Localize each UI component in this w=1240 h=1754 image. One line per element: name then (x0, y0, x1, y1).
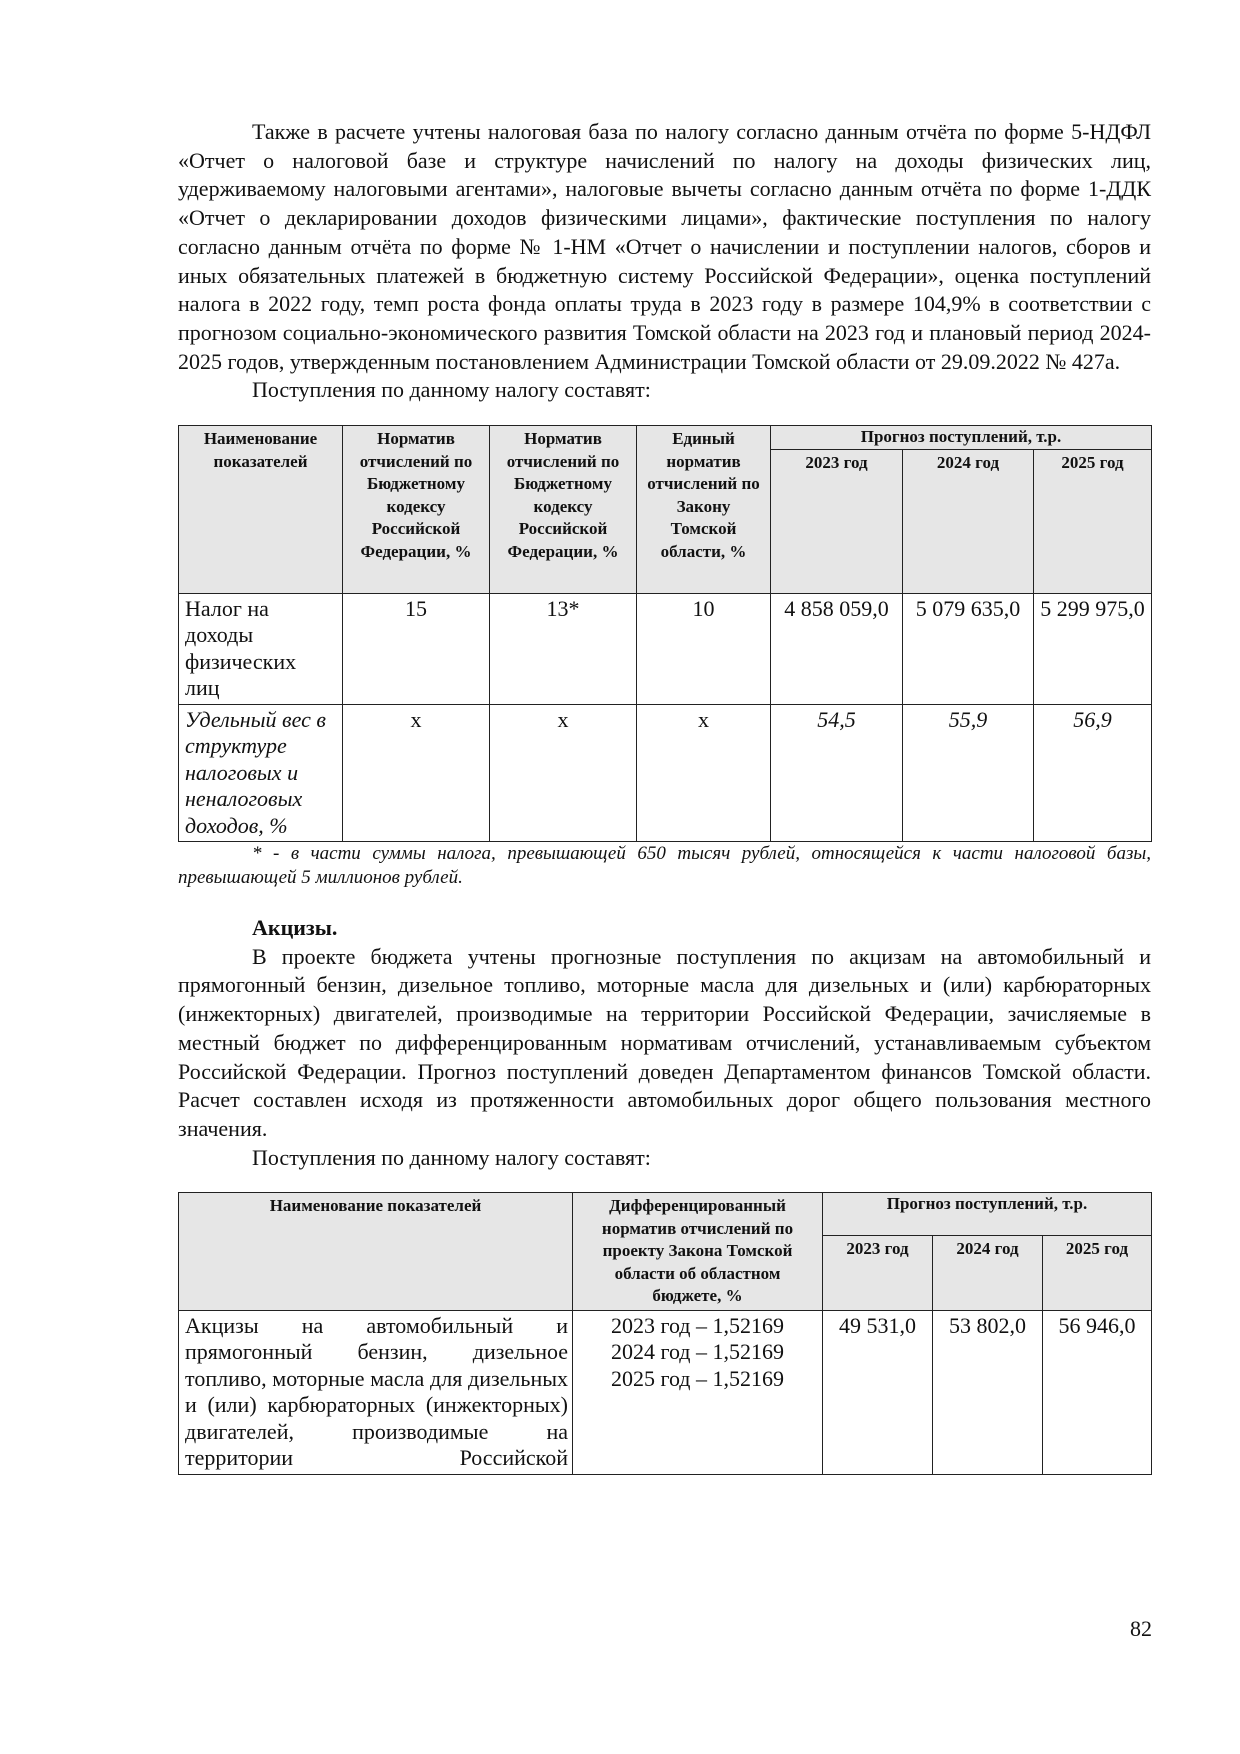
paragraph-excise: В проекте бюджета учтены прогнозные поступления по акцизам на автомобильный и прямогонный бензин, дизельное топливо, моторные масла для дизельных и (или) карбюраторных (инжекторных) двигателей, производимые на территории Российской Федерации, зачисляемые в местный бюджет по дифференцированным нормативам отчислений, устанавливаемым субъектом Российской Федерации. Прогноз поступлений доведен Департаментом финансов Томской области. Расчет составлен исходя из протяженности автомобильных дорог общего пользования местного значения. (178, 943, 1151, 1141)
header-year-2024: 2024 год (903, 449, 1034, 593)
table-row (179, 593, 1152, 704)
table-personal-income-tax (178, 425, 1152, 842)
header-forecast: Прогноз поступлений, т.р. (771, 426, 1152, 450)
cell-2024: 55,9 (903, 704, 1034, 842)
cell-single-norm: 10 (637, 593, 771, 704)
header-diff-norm: Дифференцированный норматив отчислений по проекту Закона Томской области об областном бюджете, % (573, 1193, 823, 1311)
section-heading-excise: Акцизы. (252, 915, 338, 941)
table-row (179, 1310, 1152, 1474)
cell-2025: 56 946,0 (1043, 1310, 1152, 1474)
header-year-2025: 2025 год (1034, 449, 1152, 593)
cell-2025: 56,9 (1034, 704, 1152, 842)
paragraph-receipts-intro: Поступления по данному налогу составят: (252, 377, 651, 403)
header-forecast: Прогноз поступлений, т.р. (823, 1193, 1152, 1236)
header-year-2023: 2023 год (771, 449, 903, 593)
page-number: 82 (1130, 1616, 1152, 1641)
cell-norm-bk-2: х (490, 704, 637, 842)
header-year-2024: 2024 год (933, 1235, 1043, 1310)
cell-2023: 54,5 (771, 704, 903, 842)
cell-2024: 53 802,0 (933, 1310, 1043, 1474)
paragraph-receipts-intro-2: Поступления по данному налогу составят: (252, 1144, 651, 1170)
footnote: * - в части суммы налога, превышающей 650 тысяч рублей, относящейся к части налоговой базы, превышающей 5 миллионов рублей. (178, 843, 1151, 889)
row-name: Налог на доходы физических лиц (179, 593, 343, 704)
cell-diff-norm (573, 1310, 823, 1474)
cell-2025: 5 299 975,0 (1034, 593, 1152, 704)
row-name: Удельный вес в структуре налоговых и неналоговых доходов, % (179, 704, 343, 842)
cell-norm-bk: х (343, 704, 490, 842)
document-page (178, 118, 1151, 1475)
cell-single-norm: х (637, 704, 771, 842)
header-name: Наименование показателей (179, 426, 343, 594)
row-name: Акцизы на автомобильный и прямогонный бензин, дизельное топливо, моторные масла для дизельных и (или) карбюраторных (инжекторных) двигателей, производимые на территории Российской (179, 1310, 573, 1474)
header-norm-bk-2: Норматив отчислений по Бюджетному кодексу Российской Федерации, % (490, 426, 637, 594)
header-year-2023: 2023 год (823, 1235, 933, 1310)
cell-norm-bk-2: 13* (490, 593, 637, 704)
table-excise (178, 1192, 1152, 1475)
cell-2024: 5 079 635,0 (903, 593, 1034, 704)
header-year-2025: 2025 год (1043, 1235, 1152, 1310)
table-row (179, 704, 1152, 842)
paragraph-tax-base: Также в расчете учтены налоговая база по налогу согласно данным отчёта по форме 5-НДФЛ «Отчет о налоговой базе и структуре начислений по налогу на доходы физических лиц, удерживаемому налоговыми агентами», налоговые вычеты согласно данным отчёта по форме 1-ДДК «Отчет о декларировании доходов физическими лицами», фактические поступления по налогу согласно данным отчёта по форме № 1-НМ «Отчет о начислении и поступлении налогов, сборов и иных обязательных платежей в бюджетную систему Российской Федерации», оценка поступлений налога в 2022 году, темп роста фонда оплаты труда в 2023 году в размере 104,9% в соответствии с прогнозом социально-экономического развития Томской области на 2023 год и плановый период 2024-2025 годов, утвержденным постановлением Администрации Томской области от 29.09.2022 № 427а. (178, 119, 1151, 374)
norm-2024: 2024 год – 1,52169 (610, 1339, 785, 1365)
cell-2023: 4 858 059,0 (771, 593, 903, 704)
norm-2025: 2025 год – 1,52169 (610, 1365, 785, 1391)
header-single-norm: Единый норматив отчислений по Закону Томской области, % (637, 426, 771, 594)
header-norm-bk: Норматив отчислений по Бюджетному кодексу Российской Федерации, % (343, 426, 490, 594)
norm-2023: 2023 год – 1,52169 (610, 1312, 785, 1338)
cell-2023: 49 531,0 (823, 1310, 933, 1474)
cell-norm-bk: 15 (343, 593, 490, 704)
header-name: Наименование показателей (179, 1193, 573, 1311)
